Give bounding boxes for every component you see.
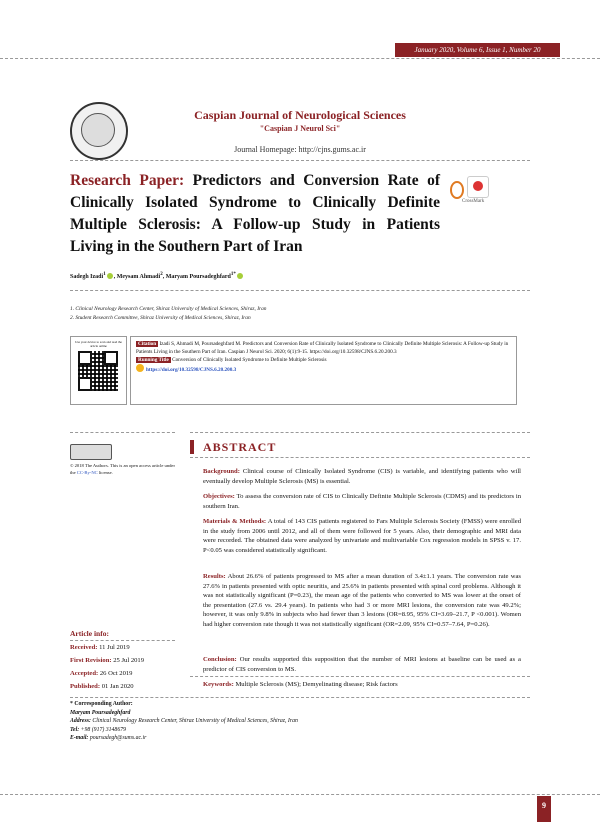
abstract-heading: ABSTRACT [203, 440, 277, 454]
citation-text: Izadi S, Ahmadi M, Poursadeghfard M. Predictors and Conversion Rate of Clinically Isolated Syndrome to Clinically Definite Multiple Sclerosis: A Follow-up Study in Patients Living in the Southern Part of Iran. Caspian J Neurol Sci. 2020; 6(1):9-15. https://doi.org/10.32598/CJNS.6.20.200.3 [136, 341, 509, 355]
running-title: Conversion of Clinically Isolated Syndrome to Definite Multiple Sclerosis [172, 357, 327, 363]
doi-link[interactable]: https://doi.org/10.32598/CJNS.6.20.200.3 [146, 367, 237, 373]
correspondence-rule [70, 697, 530, 698]
abstract-objectives: Objectives: To assess the conversion rate of CIS to Clinically Definite Multiple Sclerosis (CDMS) and its predictors in southern Iran. [203, 493, 522, 510]
running-title-tag: Running Title [138, 357, 169, 363]
license-link[interactable]: CC-By-NC [76, 470, 98, 475]
authors-rule [70, 290, 530, 291]
qr-code-icon[interactable] [78, 351, 118, 391]
article-type: Research Paper: [70, 172, 185, 189]
crossmark-icon[interactable] [467, 176, 489, 198]
abstract-conclusion: Conclusion: Our results supported this supposition that the number of MRI lesions at baseline can be used as a predictor of CIS conversion to MS. [203, 656, 521, 673]
published-date: 01 Jan 2020 [101, 683, 134, 690]
page-number: 9 [537, 796, 551, 822]
cc-license-icon[interactable] [70, 444, 112, 460]
orcid-icon[interactable] [107, 273, 113, 279]
author-name: , Maryam Poursadeghfard [162, 274, 231, 280]
abstract-methods: Materials & Methods: A total of 143 CIS patients registered to Fars Multiple Sclerosis Society (FMSS) were enrolled in the study from 2006 until 2012, and all of them were followed for 5 years. Also, their demographic and MRI data were recorded. The obtained data were analyzed by univariate and multivariable Cox regression models in SPSS v. 17. P<0.05 was considered statistically significant. [203, 518, 522, 554]
qr-label: Use your device to scan and read the article online [75, 340, 122, 348]
revision-date: 25 Jul 2019 [113, 657, 145, 664]
keywords-rule [190, 676, 530, 677]
journal-logo [70, 102, 128, 160]
issue-banner: January 2020, Volume 6, Issue 1, Number 20 [395, 43, 560, 57]
open-access-icon [450, 181, 464, 199]
accepted-date: 26 Oct 2019 [99, 670, 133, 677]
article-info-heading: Article info: [70, 629, 109, 638]
abstract-rule [190, 457, 530, 458]
author-name: , Meysam Ahmadi [113, 274, 161, 280]
logo-emblem-icon [81, 113, 115, 147]
qr-panel [70, 336, 127, 405]
footer-rule [0, 794, 600, 795]
correspondence-heading: * Corresponding Author: [70, 701, 133, 707]
header-rule [0, 58, 600, 59]
license-text: © 2018 The Authors. This is an open access article under the CC-By-NC license. [70, 463, 175, 475]
abstract-top-rule [190, 432, 530, 433]
affiliation: 2. Student Research Committee, Shiraz University of Medical Sciences, Shiraz, Iran [70, 315, 251, 321]
crossmark-label: CrossMark [462, 199, 485, 204]
abstract-bar [190, 440, 194, 454]
journal-abbreviation: "Caspian J Neurol Sci" [259, 124, 341, 133]
left-rule [70, 432, 175, 433]
article-title: Predictors and Conversion Rate of Clinically Isolated Syndrome to Clinically Definite Multiple Sclerosis: A Follow-up Study in Patients Living in the Southern Part of Iran [70, 172, 441, 255]
received-date: 11 Jul 2019 [99, 644, 130, 651]
abstract-keywords: Keywords: Multiple Sclerosis (MS); Demyelinating disease; Risk factors [203, 681, 398, 688]
orcid-icon[interactable] [237, 273, 243, 279]
doi-icon [136, 364, 144, 372]
corresponding-author: Maryam Poursadeghfard [70, 709, 131, 716]
abstract-results: Results: About 26.6% of patients progressed to MS after a mean duration of 3.4±1.1 years. The conversion rate was 27.6% in patients presented with optic neuritis, and 25.6% in patients presented with spinal cord problems. Although it was not statistically significant (P=0.23), the mean age of the patients who converted to MS was lower at the onset of the presentation (27.6 vs. 29.4 years). In patients who had 3 or more MRI lesions, the conversion rate was 49.2%; however, it was only 9.8% in subjects who had fewer than 3 lesions (OR=8.95, 95% CI=3.69–21.7, P <0.001). Women had higher conversion rate though it was not statistically significant (OR=2.09, 95% CI=0.57–7.64, P=0.26). [203, 573, 521, 628]
article-title-block [70, 170, 440, 258]
author-list: Sadegh Izadi$^1$ , Meysam Ahmadi$^2$, Maryam Poursadeghfard$^{1*}$ [70, 272, 244, 280]
title-rule [70, 160, 530, 161]
abstract-background: Background: Clinical course of Clinically Isolated Syndrome (CIS) is variable, and identifying patients who will eventually develop Multiple Sclerosis (MS) is essential. [203, 468, 521, 485]
citation-tag: Citation [138, 341, 157, 347]
journal-homepage[interactable]: Journal Homepage: http://cjns.gums.ac.ir [234, 145, 366, 154]
citation-panel [130, 336, 517, 405]
author-name: Sadegh Izadi [70, 274, 104, 280]
correspondence: * Corresponding Author: Maryam Poursadeghfard Address: Clinical Neurology Research Center, Shiraz University of Medical Sciences, Shiraz, Iran Tel: +98 (917) 3148679 E-mail: poursadegh@sums.ac.ir [70, 700, 450, 743]
journal-name: Caspian Journal of Neurological Sciences [194, 108, 406, 122]
article-info: Received: 11 Jul 2019 First Revision: 25 Jul 2019 Accepted: 26 Oct 2019 Published: 01 Jan 2020 [70, 644, 145, 690]
affiliation: 1. Clinical Neurology Research Center, Shiraz University of Medical Sciences, Shiraz, Iran [70, 306, 267, 312]
email-link[interactable]: poursadegh@sums.ac.ir [89, 735, 147, 741]
